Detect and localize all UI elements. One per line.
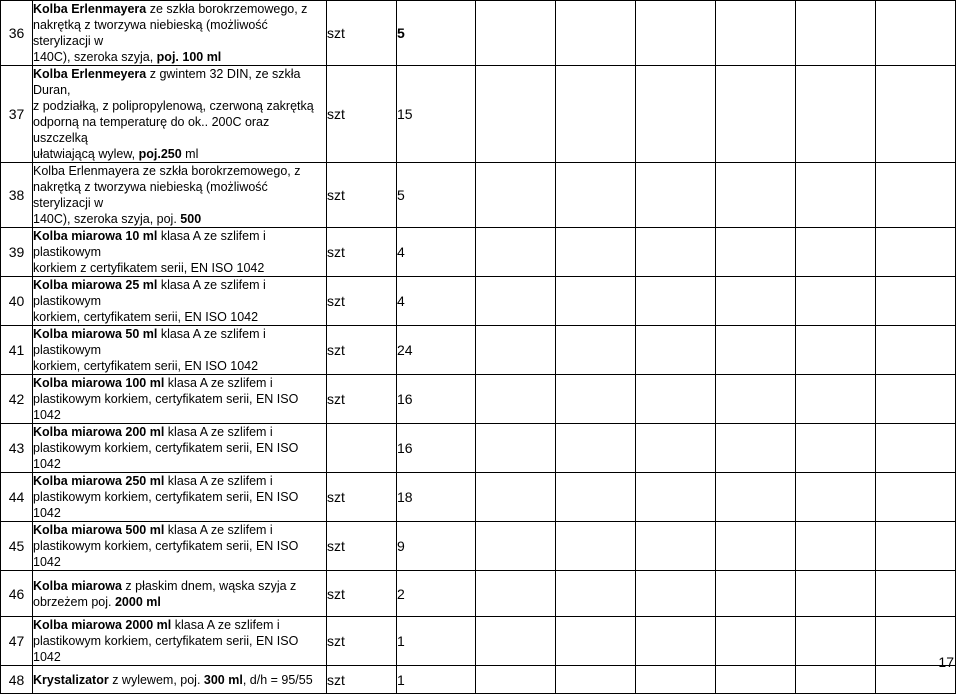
- unit-cell: szt: [327, 163, 397, 228]
- empty-cell: [796, 375, 876, 424]
- empty-cell: [636, 522, 716, 571]
- item-description: Kolba Erlenmeyera z gwintem 32 DIN, ze szkła Duran, z podziałką, z polipropylenową, czerwoną zakrętką odporną na temperaturę do ok.. 200C oraz uszczelką ułatwiającą wylew, poj.250 ml: [33, 66, 327, 163]
- empty-cell: [556, 326, 636, 375]
- empty-cell: [716, 666, 796, 694]
- empty-cell: [796, 666, 876, 694]
- empty-cell: [716, 228, 796, 277]
- empty-cell: [556, 424, 636, 473]
- unit-cell: szt: [327, 666, 397, 694]
- empty-cell: [556, 473, 636, 522]
- empty-cell: [556, 163, 636, 228]
- empty-cell: [636, 228, 716, 277]
- unit-cell: szt: [327, 473, 397, 522]
- empty-cell: [716, 522, 796, 571]
- empty-cell: [476, 163, 556, 228]
- empty-cell: [716, 617, 796, 666]
- unit-cell: szt: [327, 277, 397, 326]
- empty-cell: [476, 473, 556, 522]
- row-number: 41: [1, 326, 33, 375]
- row-number: 40: [1, 277, 33, 326]
- item-description: Kolba miarowa 10 ml klasa A ze szlifem i plastikowym korkiem z certyfikatem serii, EN ISO 1042: [33, 228, 327, 277]
- row-number: 36: [1, 1, 33, 66]
- empty-cell: [716, 326, 796, 375]
- empty-cell: [476, 571, 556, 617]
- item-description: Kolba miarowa 500 ml klasa A ze szlifem i plastikowym korkiem, certyfikatem serii, EN ISO 1042: [33, 522, 327, 571]
- row-number: 47: [1, 617, 33, 666]
- empty-cell: [636, 617, 716, 666]
- row-number: 39: [1, 228, 33, 277]
- empty-cell: [476, 228, 556, 277]
- empty-cell: [476, 66, 556, 163]
- table-row: [1, 1, 956, 66]
- empty-cell: [556, 228, 636, 277]
- quantity-cell: 5: [397, 1, 476, 66]
- item-description: Kolba miarowa 50 ml klasa A ze szlifem i plastikowym korkiem, certyfikatem serii, EN ISO 1042: [33, 326, 327, 375]
- empty-cell: [876, 326, 956, 375]
- unit-cell: szt: [327, 1, 397, 66]
- unit-cell: szt: [327, 522, 397, 571]
- empty-cell: [796, 326, 876, 375]
- empty-cell: [476, 617, 556, 666]
- empty-cell: [876, 473, 956, 522]
- empty-cell: [716, 473, 796, 522]
- quantity-cell: 2: [397, 571, 476, 617]
- empty-cell: [876, 424, 956, 473]
- page-number: 17: [938, 654, 954, 670]
- unit-cell: szt: [327, 375, 397, 424]
- table-row: [1, 326, 956, 375]
- empty-cell: [716, 375, 796, 424]
- item-description: Kolba Erlenmayera ze szkła borokrzemowego, z nakrętką z tworzywa niebieską (możliwość sterylizacji w 140C), szeroka szyja, poj. 500: [33, 163, 327, 228]
- empty-cell: [876, 228, 956, 277]
- empty-cell: [556, 617, 636, 666]
- unit-cell: szt: [327, 571, 397, 617]
- table-row: [1, 617, 956, 666]
- unit-cell: szt: [327, 228, 397, 277]
- empty-cell: [796, 277, 876, 326]
- empty-cell: [556, 666, 636, 694]
- empty-cell: [636, 163, 716, 228]
- empty-cell: [796, 424, 876, 473]
- empty-cell: [556, 1, 636, 66]
- table-row: [1, 473, 956, 522]
- empty-cell: [876, 1, 956, 66]
- empty-cell: [476, 522, 556, 571]
- quantity-cell: 24: [397, 326, 476, 375]
- empty-cell: [716, 571, 796, 617]
- table-row: [1, 66, 956, 163]
- empty-cell: [556, 571, 636, 617]
- empty-cell: [636, 66, 716, 163]
- table-row: [1, 228, 956, 277]
- empty-cell: [876, 163, 956, 228]
- empty-cell: [796, 66, 876, 163]
- empty-cell: [716, 163, 796, 228]
- table-row: [1, 277, 956, 326]
- row-number: 44: [1, 473, 33, 522]
- table-row: [1, 522, 956, 571]
- empty-cell: [796, 228, 876, 277]
- quantity-cell: 4: [397, 277, 476, 326]
- empty-cell: [476, 666, 556, 694]
- quantity-cell: 16: [397, 375, 476, 424]
- empty-cell: [796, 522, 876, 571]
- empty-cell: [636, 473, 716, 522]
- empty-cell: [876, 66, 956, 163]
- empty-cell: [796, 617, 876, 666]
- empty-cell: [556, 375, 636, 424]
- empty-cell: [636, 666, 716, 694]
- empty-cell: [876, 522, 956, 571]
- row-number: 37: [1, 66, 33, 163]
- row-number: 46: [1, 571, 33, 617]
- empty-cell: [476, 424, 556, 473]
- empty-cell: [796, 1, 876, 66]
- table-row: [1, 424, 956, 473]
- unit-cell: szt: [327, 326, 397, 375]
- row-number: 48: [1, 666, 33, 694]
- empty-cell: [476, 375, 556, 424]
- empty-cell: [716, 1, 796, 66]
- empty-cell: [476, 277, 556, 326]
- item-description: Krystalizator z wylewem, poj. 300 ml, d/h = 95/55: [33, 666, 327, 694]
- quantity-cell: 5: [397, 163, 476, 228]
- item-description: Kolba miarowa 250 ml klasa A ze szlifem i plastikowym korkiem, certyfikatem serii, EN ISO 1042: [33, 473, 327, 522]
- row-number: 43: [1, 424, 33, 473]
- empty-cell: [716, 424, 796, 473]
- empty-cell: [636, 1, 716, 66]
- empty-cell: [556, 522, 636, 571]
- table-row: [1, 571, 956, 617]
- quantity-cell: 1: [397, 666, 476, 694]
- empty-cell: [476, 1, 556, 66]
- empty-cell: [876, 571, 956, 617]
- empty-cell: [636, 326, 716, 375]
- quantity-cell: 1: [397, 617, 476, 666]
- table-row: [1, 666, 956, 694]
- empty-cell: [636, 375, 716, 424]
- row-number: 38: [1, 163, 33, 228]
- row-number: 45: [1, 522, 33, 571]
- empty-cell: [636, 571, 716, 617]
- item-description: Kolba miarowa 2000 ml klasa A ze szlifem i plastikowym korkiem, certyfikatem serii, EN ISO 1042: [33, 617, 327, 666]
- item-description: Kolba miarowa 100 ml klasa A ze szlifem i plastikowym korkiem, certyfikatem serii, EN ISO 1042: [33, 375, 327, 424]
- item-description: Kolba Erlenmayera ze szkła borokrzemowego, z nakrętką z tworzywa niebieską (możliwość sterylizacji w 140C), szeroka szyja, poj. 100 ml: [33, 1, 327, 66]
- table-row: [1, 163, 956, 228]
- item-description: Kolba miarowa 25 ml klasa A ze szlifem i plastikowym korkiem, certyfikatem serii, EN ISO 1042: [33, 277, 327, 326]
- empty-cell: [636, 277, 716, 326]
- quantity-cell: 15: [397, 66, 476, 163]
- empty-cell: [716, 277, 796, 326]
- unit-cell: szt: [327, 66, 397, 163]
- empty-cell: [796, 473, 876, 522]
- row-number: 42: [1, 375, 33, 424]
- item-description: Kolba miarowa 200 ml klasa A ze szlifem i plastikowym korkiem, certyfikatem serii, EN ISO 1042: [33, 424, 327, 473]
- quantity-cell: 4: [397, 228, 476, 277]
- empty-cell: [876, 375, 956, 424]
- empty-cell: [716, 66, 796, 163]
- empty-cell: [556, 277, 636, 326]
- item-description: Kolba miarowa z płaskim dnem, wąska szyja z obrzeżem poj. 2000 ml: [33, 571, 327, 617]
- empty-cell: [796, 163, 876, 228]
- empty-cell: [556, 66, 636, 163]
- empty-cell: [796, 571, 876, 617]
- quantity-cell: 9: [397, 522, 476, 571]
- unit-cell: szt: [327, 617, 397, 666]
- quantity-cell: 18: [397, 473, 476, 522]
- unit-cell: [327, 424, 397, 473]
- table-row: [1, 375, 956, 424]
- empty-cell: [876, 277, 956, 326]
- quantity-cell: 16: [397, 424, 476, 473]
- empty-cell: [476, 326, 556, 375]
- empty-cell: [636, 424, 716, 473]
